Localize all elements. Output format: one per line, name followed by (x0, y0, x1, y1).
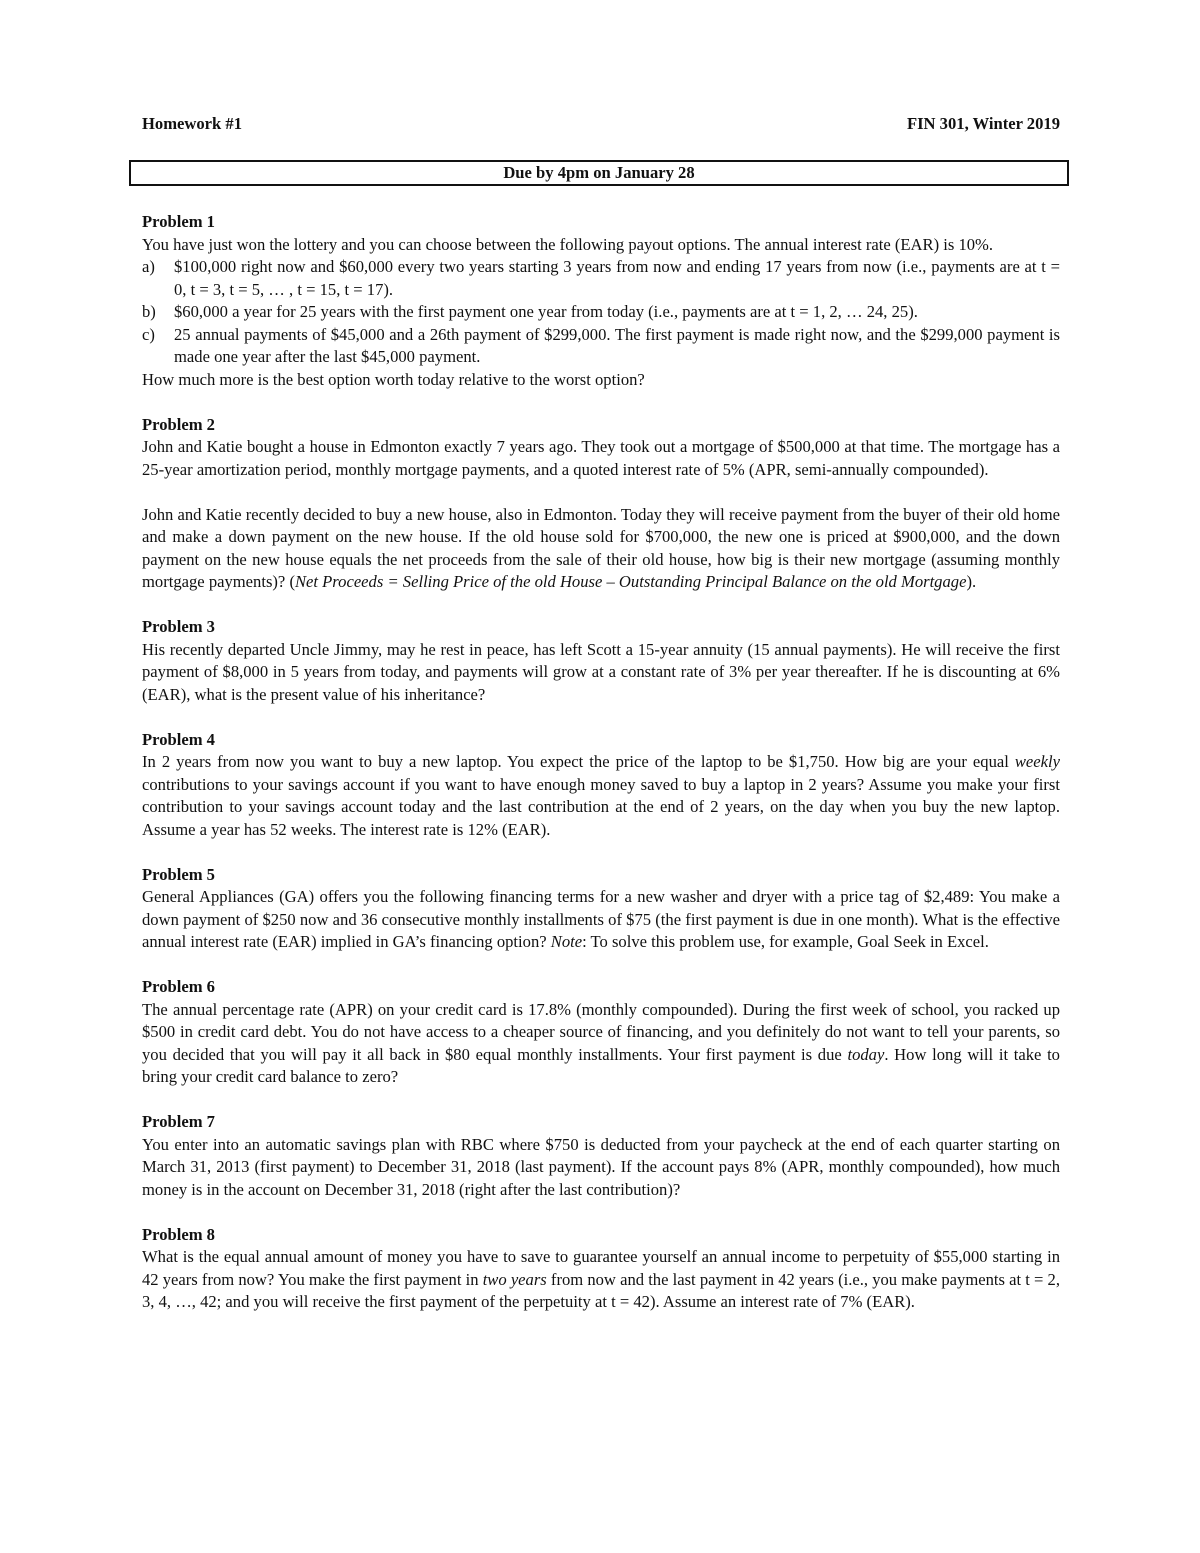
due-date-box: Due by 4pm on January 28 (129, 160, 1069, 186)
text-run: contributions to your savings account if you want to have enough money saved to buy a laptop in 2 years? Assume you make your first contribution to your savings account today and the last contribution at the end of 2 years, on the day when you buy the new laptop. Assume a year has 52 weeks. The interest rate is 12% (EAR). (142, 774, 1060, 839)
problem-text: John and Katie bought a house in Edmonton exactly 7 years ago. They took out a mortgage of $500,000 at that time. The mortgage has a 25-year amortization period, monthly mortgage payments, and a quoted interest rate of 5% (APR, semi-annually compounded). (142, 437, 1060, 479)
problem-title: Problem 3 (142, 617, 215, 636)
text-run: In 2 years from now you want to buy a new laptop. You expect the price of the laptop to be $1,750. How big are your equal (142, 752, 1015, 771)
italic-run: weekly (1014, 752, 1060, 771)
problem-text (142, 1246, 1060, 1314)
problem-5 (142, 864, 1060, 954)
problem-text: You have just won the lottery and you can choose between the following payout options. The annual interest rate (EAR) is 10%. (142, 234, 994, 254)
problem-text (142, 999, 1060, 1089)
problem-3 (142, 616, 1060, 706)
problem-title: Problem 8 (142, 1224, 215, 1244)
option-text: 25 annual payments of $45,000 and a 26th payment of $299,000. The first payment is made right now, and the $299,000 payment is made one year after the last $45,000 payment. (174, 324, 1060, 366)
problem-6 (142, 976, 1060, 1089)
text-run: What is the equal annual amount of money you have to save to guarantee yourself an annual income to perpetuity of $55,000 starting in 42 years from now? You make the first payment in (142, 1247, 1060, 1289)
problem-text (142, 886, 1060, 954)
homework-title: Homework #1 (142, 114, 243, 133)
problem-title: Problem 6 (142, 977, 215, 996)
text-run: General Appliances (GA) offers you the following financing terms for a new washer and dryer with a price tag of $2,489: You make a down payment of $250 now and 36 consecutive monthly installments of $75 (the first payment is due in one month). What is the effective annual interest rate (EAR) implied in GA’s financing option? (142, 887, 1060, 951)
problem-title: Problem 1 (142, 212, 215, 231)
option-text: $100,000 right now and $60,000 every two years starting 3 years from now and ending 17 years from now (i.e., payments are at t = 0, t = 3, t = 5, … , t = 15, t = 17). (174, 257, 1060, 299)
problem-question: How much more is the best option worth today relative to the worst option? (142, 369, 645, 389)
text-run: : To solve this problem use, for example, Goal Seek in Excel. (582, 932, 989, 951)
option-b (142, 301, 1060, 324)
italic-run: today (847, 1044, 885, 1064)
option-label: c) (142, 324, 155, 344)
text-run: . How long will it take to bring your credit card balance to zero? (142, 1044, 1060, 1086)
option-label: b) (142, 302, 156, 321)
problem-text: His recently departed Uncle Jimmy, may he rest in peace, has left Scott a 15-year annuity (15 annual payments). He will receive the first payment of $8,000 in 5 years from today, and payments will grow at a constant rate of 3% per year thereafter. If he is discounting at 6% (EAR), what is the present value of his inheritance? (142, 639, 1060, 704)
problems (142, 211, 1060, 1336)
option-text: $60,000 a year for 25 years with the first payment one year from today (i.e., payments are at t = 1, 2, … 24, 25). (174, 302, 918, 321)
course-term: FIN 301, Winter 2019 (906, 114, 1060, 133)
problem-text (142, 751, 1060, 841)
text-run: from now and the last payment in 42 years (i.e., you make payments at t = 2, 3, 4, …, 42; and you will receive the first payment of the perpetuity at t = 42). Assume an interest rate of 7% (EAR). (142, 1269, 1060, 1311)
problem-text: You enter into an automatic savings plan with RBC where $750 is deducted from your paycheck at the end of each quarter starting on March 31, 2013 (first payment) to December 31, 2018 (last payment). If the account pays 8% (APR, monthly compounded), how much money is in the account on December 31, 2018 (right after the last contribution)? (142, 1134, 1060, 1199)
problem-title: Problem 5 (142, 864, 215, 884)
option-c (142, 324, 1060, 369)
problem-title: Problem 4 (142, 729, 215, 749)
text-run: The annual percentage rate (APR) on your credit card is 17.8% (monthly compounded). During the first week of school, you racked up $500 in credit card debt. You do not have access to a cheaper source of financing, and you definitely do not want to tell your parents, so you decided that you will pay it all back in $80 equal monthly installments. Your first payment is due (142, 999, 1060, 1064)
option-a (142, 256, 1060, 301)
problem-7 (142, 1111, 1060, 1201)
problem-title: Problem 2 (142, 414, 215, 434)
option-label: a) (142, 257, 155, 276)
problem-1 (142, 211, 1060, 391)
text-run: John and Katie recently decided to buy a new house, also in Edmonton. Today they will receive payment from the buyer of their old home and make a down payment on the new house. If the old house sold for $700,000, the new one is priced at $900,000, and the down payment on the new house equals the net proceeds from the sale of their old house, how big is their new mortgage (assuming monthly mortgage payments)? ( (142, 504, 1060, 591)
italic-run: two years (482, 1269, 547, 1289)
problem-title: Problem 7 (142, 1112, 215, 1131)
text-run: ). (966, 572, 977, 591)
italic-run: Note (550, 932, 583, 951)
problem-4 (142, 729, 1060, 842)
problem-text-2 (142, 504, 1060, 594)
header (142, 113, 1060, 141)
italic-run: Net Proceeds = Selling Price of the old House – Outstanding Principal Balance on the old Mortgage (294, 572, 967, 591)
problem-2 (142, 414, 1060, 594)
document-page (142, 113, 1060, 1311)
problem-8 (142, 1224, 1060, 1314)
